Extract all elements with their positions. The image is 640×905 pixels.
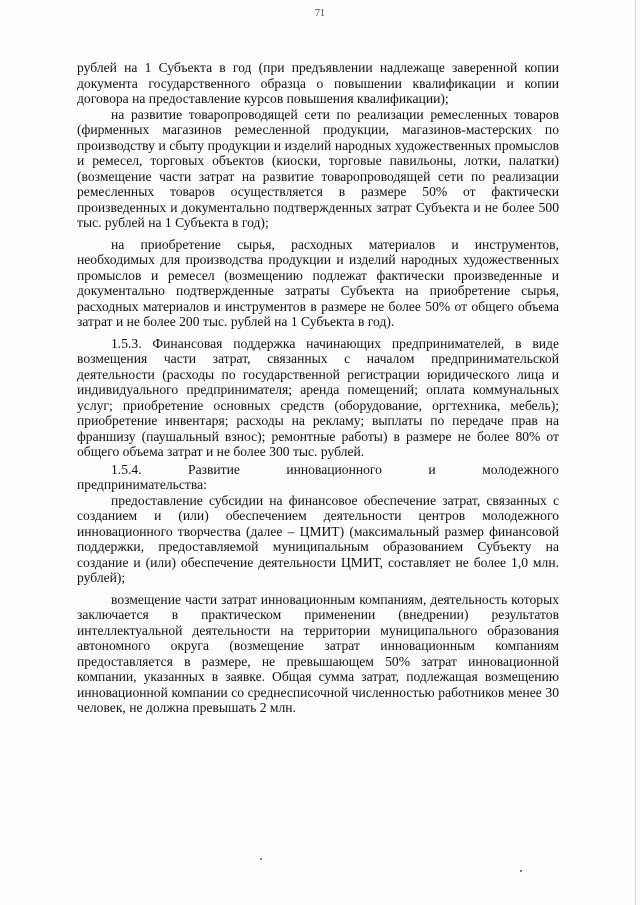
heading-word-1: Развитие [188, 461, 240, 477]
paragraph-innovative-companies: возмещение части затрат инновационным компаниям, деятельность которых заключается в практическом применении (внедрении) результатов интеллектуальной деятельности на территории муниципального образования автономного округа (возмещение затрат инновационным компаниям предоставляется в размере, не превышающем 50% затрат инновационной компании, указанных в заявке. Общая сумма затрат, подлежащая возмещению инновационной компании со среднесписочной численностью работников менее 30 человек, не должна превышать 2 млн. [77, 591, 559, 715]
scan-speck [520, 870, 522, 872]
paragraph-raw-materials: на приобретение сырья, расходных материалов и инструментов, необходимых для производства продукции и изделий народных художественных промыслов и ремесел (возмещению подлежат фактически произведенные и документально подтвержденные затраты Субъекта на приобретение сырья, расходных материалов и инструментов в размере не более 50% от общего объема затрат и не более 200 тыс. рублей на 1 Субъекта в год). [77, 236, 559, 329]
heading-word-4: молодежного [482, 461, 559, 477]
document-body [77, 60, 559, 716]
heading-word-2: инновационного [286, 461, 382, 477]
paragraph-continuation: рублей на 1 Субъекта в год (при предъявлении надлежаще заверенной копии документа государственного образца о повышении квалификации и копии договора на предоставление курсов повышения квалификации); [77, 60, 559, 106]
heading-word-3: и [428, 461, 436, 477]
heading-line-2: предпринимательства: [77, 477, 207, 492]
scan-edge [635, 0, 636, 905]
paragraph-cmit: предоставление субсидии на финансовое обеспечение затрат, связанных с созданием и (или) обеспечением деятельности центров молодежного инновационного творчества (далее – ЦМИТ) (максимальный размер финансовой поддержки, предоставляемой муниципальным образованием Субъекту на создание и (или) обеспечение деятельности ЦМИТ, составляет не более 1,0 млн. рублей); [77, 492, 559, 585]
paragraph-trade-network: на развитие товаропроводящей сети по реализации ремесленных товаров (фирменных магазинов ремесленной продукции, магазинов-мастерских по производству и сбыту продукции и изделий народных художественных промыслов и ремесел, торговых объектов (киоски, торговые павильоны, лотки, палатки) (возмещение части затрат на развитие товаропроводящей сети по реализации ремесленных товаров осуществляется в размере 50% от фактически произведенных и документально подтвержденных затрат Субъекта и не более 500 тыс. рублей на 1 Субъекта в год); [77, 106, 559, 230]
heading-number: 1.5.4. [111, 461, 142, 477]
page-number: 71 [315, 8, 325, 19]
paragraph-1-5-3: 1.5.3. Финансовая поддержка начинающих предпринимателей, в виде возмещения части затрат, связанных с началом предпринимательской деятельности (расходы по государственной регистрации юридического лица и индивидуального предпринимателя; аренда помещений; оплата коммунальных услуг; приобретение основных средств (оборудование, оргтехника, мебель); приобретение инвентаря; расходы на рекламу; выплаты по передаче прав на франшизу (паушальный взнос); ремонтные работы) в размере не более 80% от общего объема затрат и не более 300 тыс. рублей. [77, 335, 559, 459]
heading-1-5-4 [77, 462, 559, 478]
scan-speck [260, 858, 262, 860]
